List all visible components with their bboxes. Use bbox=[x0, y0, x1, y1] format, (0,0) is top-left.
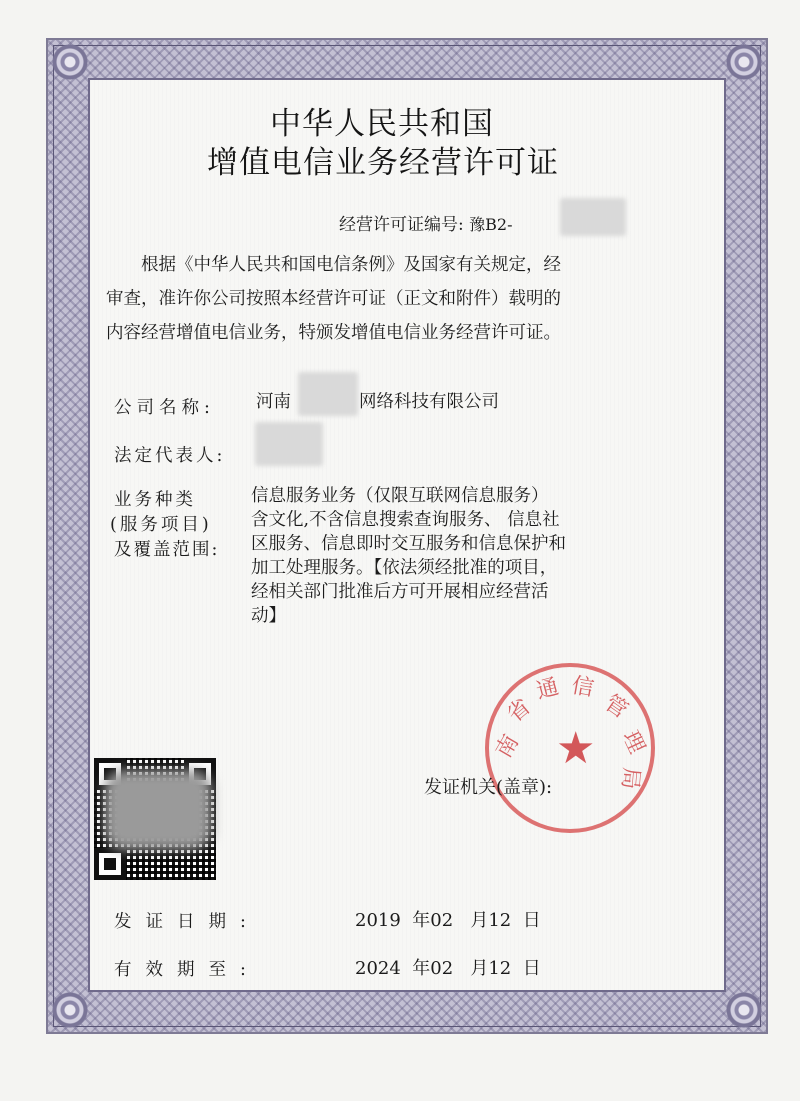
corner-ornament bbox=[726, 992, 762, 1028]
business-scope bbox=[251, 484, 643, 628]
expiry-day: 12 bbox=[488, 958, 512, 979]
month-unit: 月 bbox=[470, 910, 489, 931]
scope-line: 经相关部门批准后方可开展相应经营活 bbox=[251, 582, 549, 602]
expiry-month: 02 bbox=[430, 958, 454, 979]
seal-star-icon: ★ bbox=[556, 723, 596, 774]
expiry-year: 2024 bbox=[355, 958, 401, 979]
issuer-label: 发证机关(盖章): bbox=[424, 777, 553, 798]
redacted-legal-representative bbox=[255, 422, 323, 466]
scope-label-1: 业务种类 bbox=[114, 490, 196, 510]
redacted-license-number bbox=[560, 198, 626, 236]
scope-line: 信息服务业务（仅限互联网信息服务） bbox=[251, 486, 549, 506]
company-name bbox=[256, 388, 499, 413]
title-line-1: 中华人民共和国 bbox=[270, 106, 494, 142]
issue-month: 02 bbox=[430, 910, 454, 931]
year-unit: 年 bbox=[412, 958, 431, 979]
scope-line: 动】 bbox=[251, 606, 286, 626]
company-name-suffix: 网络科技有限公司 bbox=[359, 392, 499, 412]
company-name-prefix: 河南 bbox=[256, 392, 291, 412]
scope-label-3: 及覆盖范围: bbox=[114, 540, 220, 560]
seal-char: 信 bbox=[569, 673, 596, 702]
seal-char: 通 bbox=[533, 674, 562, 705]
qr-redaction bbox=[104, 770, 212, 850]
scope-line: 加工处理服务。【依法须经批准的项目， bbox=[251, 558, 558, 578]
expiry-date-label: 有效期至: bbox=[114, 960, 260, 980]
seal-char: 管 bbox=[599, 690, 633, 724]
license-number-prefix: 豫B2- bbox=[469, 215, 513, 234]
license-number bbox=[339, 210, 513, 235]
corner-ornament bbox=[726, 44, 762, 80]
scope-line: 区服务、信息即时交互服务和信息保护和 bbox=[251, 534, 566, 554]
license-number-label: 经营许可证编号: bbox=[339, 215, 464, 235]
day-unit: 日 bbox=[522, 910, 541, 931]
seal-char: 理 bbox=[617, 727, 650, 758]
seal-char: 南 bbox=[491, 730, 525, 763]
preamble-line: 根据《中华人民共和国电信条例》及国家有关规定，经 bbox=[141, 255, 561, 275]
legal-representative-label: 法定代表人: bbox=[114, 446, 226, 466]
preamble-line: 内容经营增值电信业务，特颁发增值电信业务经营许可证。 bbox=[106, 323, 561, 343]
issue-date bbox=[355, 906, 541, 932]
issue-year: 2019 bbox=[355, 910, 401, 931]
company-name-label: 公司名称: bbox=[114, 398, 215, 418]
preamble-line: 审查，准许你公司按照本经营许可证（正文和附件）载明的 bbox=[106, 289, 561, 309]
corner-ornament bbox=[52, 44, 88, 80]
year-unit: 年 bbox=[412, 910, 431, 931]
seal-char: 局 bbox=[616, 766, 644, 791]
corner-ornament bbox=[52, 992, 88, 1028]
redacted-company-name bbox=[298, 372, 358, 416]
day-unit: 日 bbox=[522, 958, 541, 979]
scope-label-2: (服务项目) bbox=[110, 515, 212, 535]
title-line-2: 增值电信业务经营许可证 bbox=[207, 145, 559, 181]
expiry-date bbox=[355, 954, 541, 980]
issue-day: 12 bbox=[488, 910, 512, 931]
seal-char: 省 bbox=[502, 694, 536, 728]
month-unit: 月 bbox=[470, 958, 489, 979]
scope-line: 含文化,不含信息搜索查询服务、 信息社 bbox=[251, 510, 560, 530]
issue-date-label: 发证日期: bbox=[114, 912, 260, 932]
qr-finder bbox=[94, 848, 126, 880]
preamble-paragraph bbox=[106, 248, 662, 350]
